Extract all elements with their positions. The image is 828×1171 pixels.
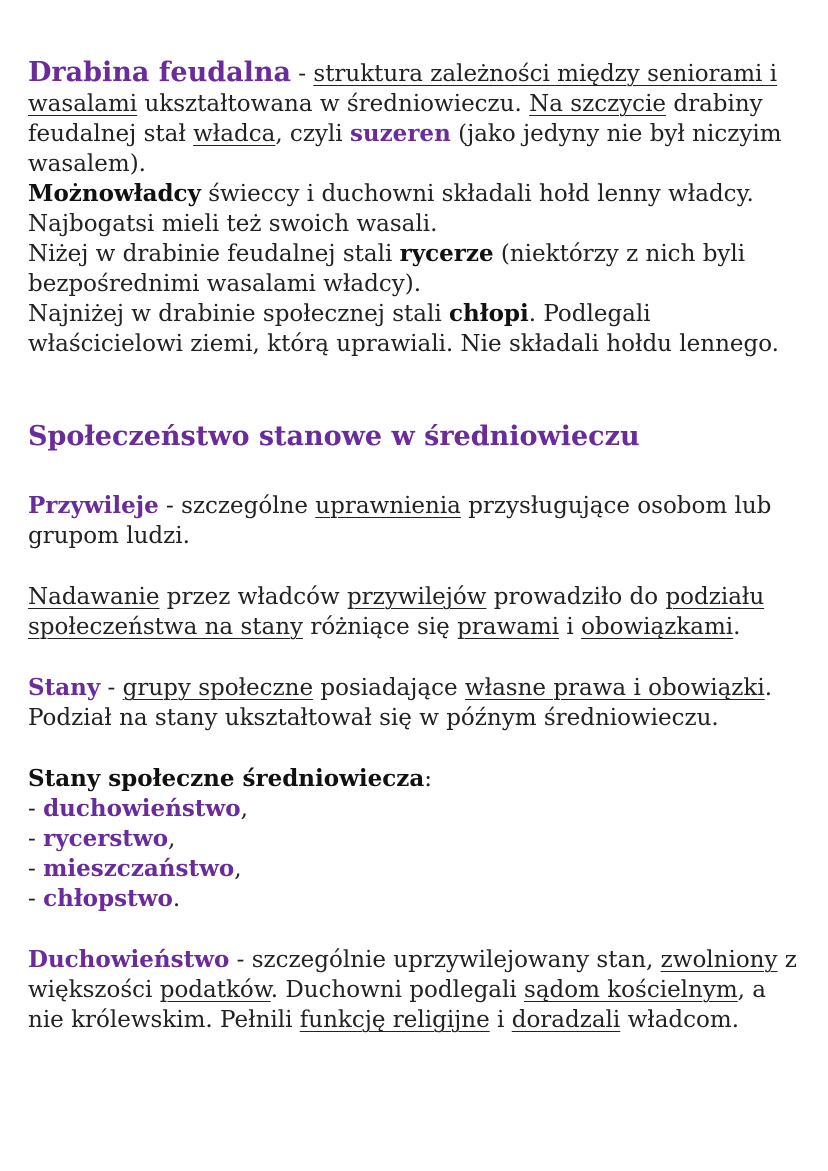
- highlight-term: Duchowieństwo: [28, 946, 230, 973]
- underlined-phrase: obowiązkami: [581, 614, 734, 640]
- privileges-paragraph: Przywileje - szczególne uprawnienia przysługujące osobom lub grupom ludzi.: [28, 492, 772, 549]
- list-item: - duchowieństwo,: [28, 795, 248, 822]
- bold-term: Możnowładcy: [28, 180, 201, 207]
- knights-paragraph: Niżej w drabinie feudalnej stali rycerze (niektórzy z nich byli bezpośrednimi wasalami władcy).: [28, 240, 746, 297]
- underlined-phrase: podziału społeczeństwa na stany: [28, 584, 765, 640]
- highlight-term: suzeren: [349, 120, 451, 147]
- underlined-phrase: grupy społeczne: [122, 675, 314, 701]
- underlined-phrase: przywilejów: [346, 584, 487, 610]
- spacer: [28, 551, 808, 582]
- estates-paragraph: Stany - grupy społeczne posiadające własne prawa i obowiązki. Podział na stany ukształtował się w późnym średniowieczu.: [28, 674, 773, 731]
- document-page: [28, 58, 808, 1035]
- underlined-phrase: uprawnienia: [315, 493, 461, 519]
- clergy-paragraph: Duchowieństwo - szczególnie uprzywilejowany stan, zwolniony z większości podatków. Duchowni podlegali sądom kościelnym, a nie królewskim. Pełnili funkcję religijne i doradzali władcom.: [28, 946, 797, 1033]
- list-item: - rycerstwo,: [28, 825, 176, 852]
- underlined-phrase: prawami: [457, 614, 560, 640]
- underlined-phrase: własne prawa i obowiązki: [464, 675, 765, 701]
- section-heading: Społeczeństwo stanowe w średniowieczu: [28, 421, 640, 452]
- bold-term: rycerze: [399, 240, 494, 267]
- peasants-paragraph: Najniżej w drabinie społecznej stali chłopi. Podlegali właścicielowi ziemi, którą uprawiali. Nie składali hołdu lennego.: [28, 300, 779, 357]
- section-title: Drabina feudalna: [28, 57, 291, 88]
- granting-paragraph: Nadawanie przez władców przywilejów prowadziło do podziału społeczeństwa na stany różniące się prawami i obowiązkami.: [28, 584, 765, 640]
- feudal-ladder-paragraph: Drabina feudalna - struktura zależności między seniorami i wasalami ukształtowana w średniowieczu. Na szczycie drabiny feudalnej stał władca, czyli suzeren (jako jedyny nie był niczyim wasalem).: [28, 57, 782, 177]
- bold-term: chłopi: [449, 300, 529, 327]
- spacer: [28, 914, 808, 945]
- underlined-phrase: zwolniony: [660, 947, 778, 973]
- spacer: [28, 359, 808, 419]
- underlined-phrase: doradzali: [511, 1007, 621, 1033]
- estates-list: [28, 794, 808, 914]
- highlight-term: Przywileje: [28, 492, 159, 519]
- spacer: [28, 455, 808, 491]
- underlined-phrase: funkcję religijne: [299, 1007, 490, 1033]
- spacer: [28, 642, 808, 673]
- list-item: - mieszczaństwo,: [28, 855, 242, 882]
- list-item: - chłopstwo.: [28, 885, 181, 912]
- spacer: [28, 733, 808, 764]
- magnates-paragraph: Możnowładcy świeccy i duchowni składali hołd lenny władcy. Najbogatsi mieli też swoich wasali.: [28, 180, 754, 237]
- underlined-phrase: Nadawanie: [28, 584, 160, 610]
- underlined-phrase: Na szczycie: [529, 91, 667, 117]
- highlight-term: Stany: [28, 674, 101, 701]
- estates-list-title: Stany społeczne średniowiecza:: [28, 765, 432, 792]
- underlined-phrase: władca: [193, 121, 276, 147]
- underlined-phrase: sądom kościelnym: [524, 977, 738, 1003]
- underlined-phrase: struktura zależności między seniorami i wasalami: [28, 61, 778, 117]
- underlined-phrase: podatków: [159, 977, 271, 1003]
